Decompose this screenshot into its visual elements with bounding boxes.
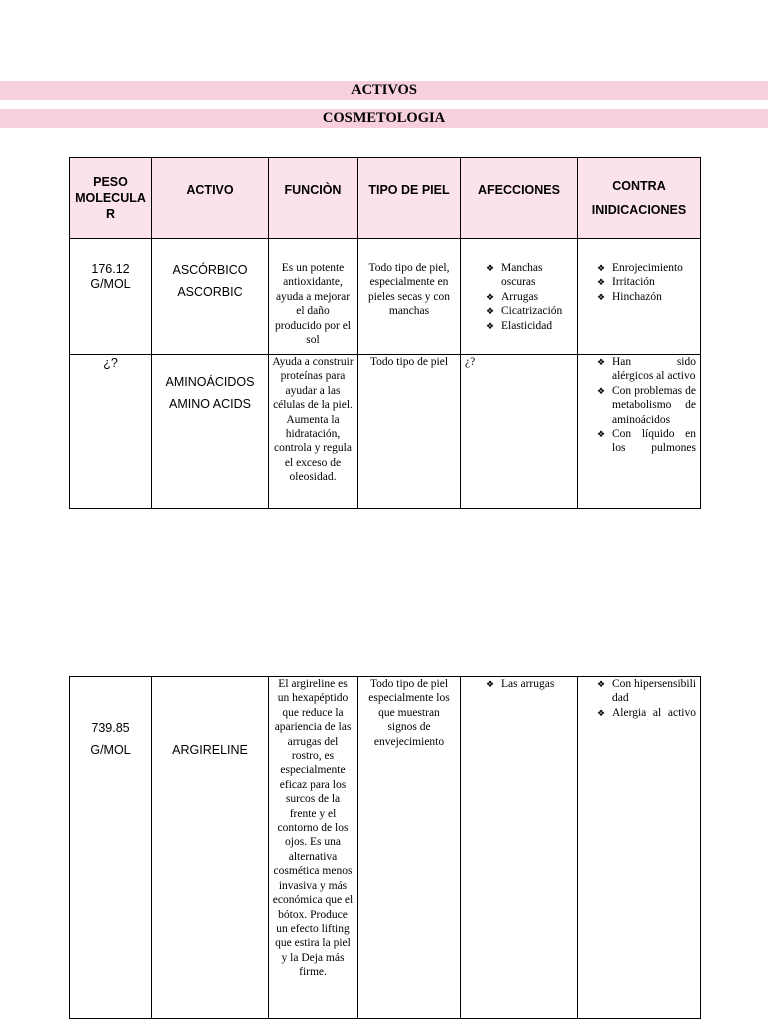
cell-tipo-piel	[358, 355, 461, 509]
cell-peso	[70, 677, 152, 1019]
cell-activo	[152, 355, 269, 509]
funcion-text: Es un potente antioxidante, ayuda a mejorar el daño producido por el sol	[274, 262, 351, 347]
tipo-piel-text: Todo tipo de piel especialmente los que muestran signos de envejecimiento	[368, 678, 450, 748]
list-item: ❖ Con hipersensibilidad	[590, 677, 696, 706]
table-row	[70, 239, 701, 355]
cell-peso	[70, 355, 152, 509]
peso-unit: G/MOL	[90, 743, 131, 757]
list-item: ❖ Hinchazón	[590, 290, 696, 304]
col-header-funcion: FUNCIÒN	[269, 158, 358, 239]
tipo-piel-text: Todo tipo de piel, especialmente en pieles secas y con manchas	[367, 262, 451, 318]
cell-tipo-piel	[358, 239, 461, 355]
list-item: ❖ Cicatrización	[479, 304, 573, 318]
list-item: ❖ Han sido alérgicos al activo	[590, 355, 696, 384]
actives-table	[69, 157, 701, 509]
cell-contra	[578, 239, 701, 355]
peso-unit: G/MOL	[90, 277, 131, 291]
col-header-tipo-piel: TIPO DE PIEL	[358, 158, 461, 239]
list-item: ❖ Con problemas de metabolismo de aminoácidos	[590, 384, 696, 427]
title-activos: ACTIVOS	[0, 81, 768, 100]
list-item: ❖ Arrugas	[479, 290, 573, 304]
contra-list	[578, 677, 700, 720]
cell-activo	[152, 677, 269, 1019]
list-item: ❖ Alergia al activo	[590, 706, 696, 720]
cell-contra	[578, 355, 701, 509]
col-header-contra-line2: INIDICACIONES	[591, 203, 687, 217]
list-item: ❖ Irritación	[590, 275, 696, 289]
activo-name: ARGIRELINE	[172, 743, 248, 757]
activo-name-en: AMINO ACIDS	[169, 397, 251, 411]
cell-afecciones	[461, 355, 578, 509]
contra-list	[578, 261, 700, 304]
peso-value: 176.12	[91, 262, 130, 276]
afecciones-list	[461, 677, 577, 691]
list-item: ❖ Elasticidad	[479, 319, 573, 333]
cell-afecciones	[461, 677, 578, 1019]
col-header-contra-line1: CONTRA	[612, 179, 666, 193]
list-item: ❖ Con líquido en los pulmones	[590, 427, 696, 456]
argireline-table	[69, 676, 701, 1019]
col-header-peso: PESO MOLECULA R	[70, 158, 152, 239]
cell-funcion	[269, 677, 358, 1019]
cell-contra	[578, 677, 701, 1019]
cell-peso	[70, 239, 152, 355]
list-item: ❖ Enrojecimiento	[590, 261, 696, 275]
activo-name-es: AMINOÁCIDOS	[165, 375, 255, 389]
contra-list	[578, 355, 700, 456]
col-header-activo: ACTIVO	[152, 158, 269, 239]
col-header-contra	[578, 158, 701, 239]
list-item: ❖ Las arrugas	[479, 677, 573, 691]
list-item: ❖ Manchas oscuras	[479, 261, 573, 290]
funcion-text: Ayuda a construir proteínas para ayudar a las células de la piel. Aumenta la hidratación, controla y regula el exceso de oleosidad.	[272, 356, 354, 484]
activo-name-es: ASCÓRBICO	[172, 263, 248, 277]
peso-value: ¿?	[103, 356, 118, 370]
cell-tipo-piel	[358, 677, 461, 1019]
afecciones-list	[461, 261, 577, 333]
peso-value: 739.85	[91, 721, 130, 735]
cell-activo	[152, 239, 269, 355]
funcion-text: El argireline es un hexapéptido que reduce la apariencia de las arrugas del rostro, es especialmente eficaz para los surcos de la frente y el contorno de los ojos. Es una alternativa cosmética menos invasiva y más económica que el bótox. Produce un efecto lifting que estira la piel y la Deja más firme.	[272, 678, 354, 979]
activo-name-en: ASCORBIC	[177, 285, 243, 299]
table-row	[70, 677, 701, 1019]
table-header-row	[70, 158, 701, 239]
col-header-afecciones: AFECCIONES	[461, 158, 578, 239]
tipo-piel-text: Todo tipo de piel	[369, 356, 449, 368]
cell-afecciones	[461, 239, 578, 355]
cell-funcion	[269, 239, 358, 355]
table-row	[70, 355, 701, 509]
title-cosmetologia: COSMETOLOGIA	[0, 109, 768, 128]
cell-funcion	[269, 355, 358, 509]
afecciones-text: ¿?	[465, 356, 476, 368]
